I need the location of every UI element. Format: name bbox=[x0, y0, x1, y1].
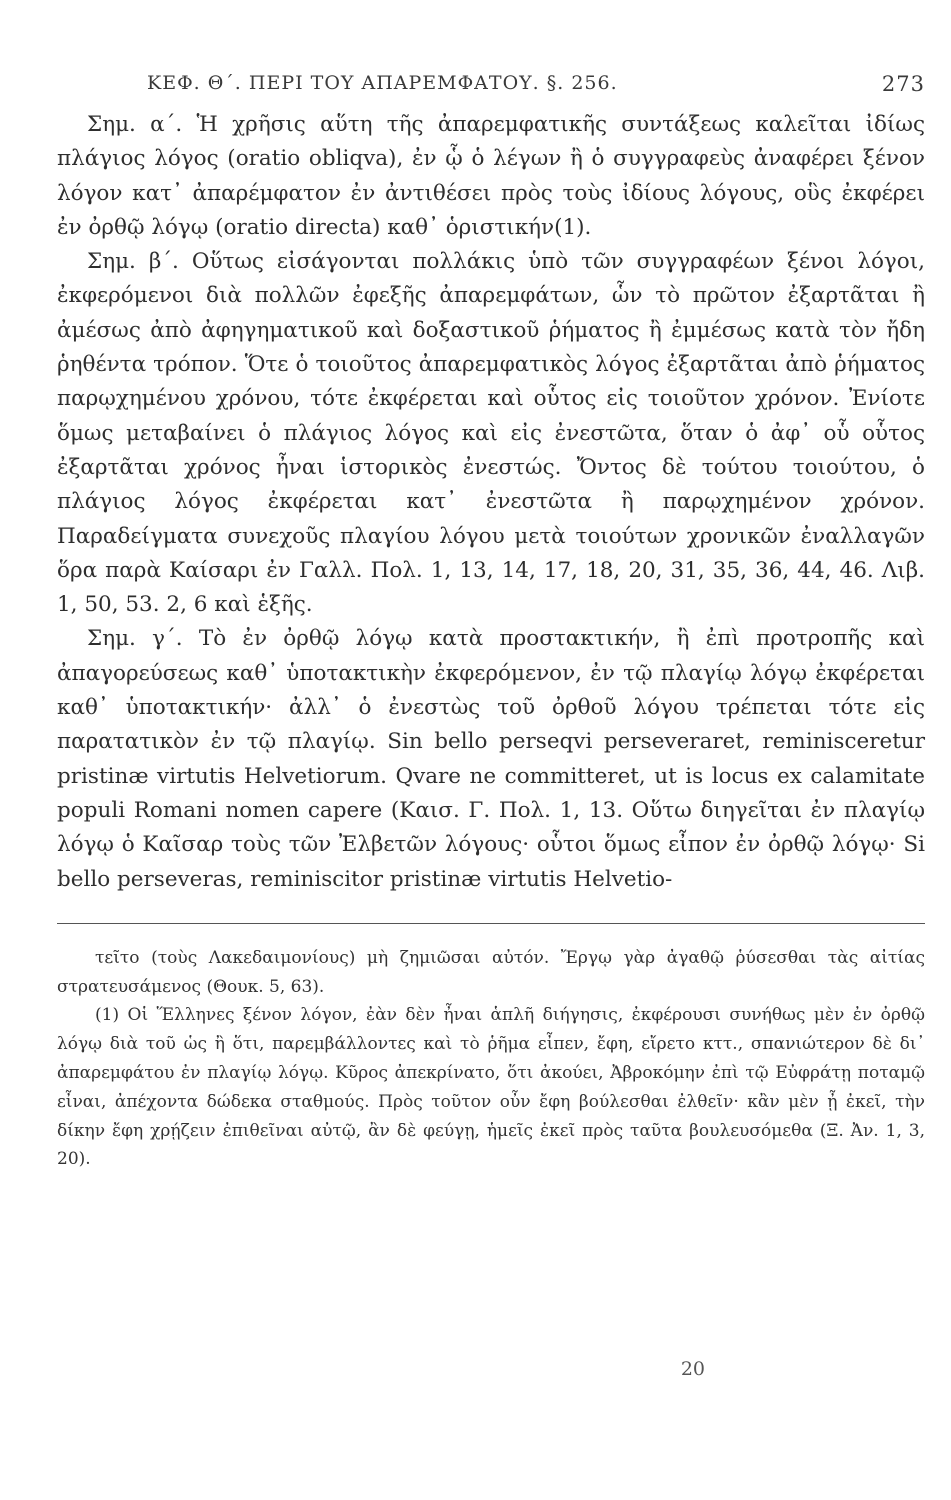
page-number: 273 bbox=[881, 72, 925, 96]
note-alpha-paragraph: Σημ. α΄. Ἡ χρῆσις αὕτη τῆς ἀπαρεμφατικῆς συντάξεως καλεῖται ἰδίως πλάγιος λόγος (oratio obliqva), ἐν ᾧ ὁ λέγων ἢ ὁ συγγραφεὺς ἀναφέρει ξένον λόγον κατ᾽ ἀπαρέμφατον ἐν ἀντιθέσει πρὸς τοὺς ἰδίους λόγους, οὓς ἐκφέρει ἐν ὀρθῷ λόγῳ (oratio directa) καθ᾽ ὁριστικήν(1). bbox=[57, 112, 925, 240]
running-head bbox=[57, 72, 925, 106]
note-gamma-paragraph: Σημ. γ΄. Τὸ ἐν ὀρθῷ λόγῳ κατὰ προστακτικήν, ἢ ἐπὶ προτροπῆς καὶ ἀπαγορεύσεως καθ᾽ ὑποτακτικὴν ἐκφερόμενον, ἐν τῷ πλαγίῳ λόγῳ ἐκφέρεται καθ᾽ ὑποτακτικήν· ἀλλ᾽ ὁ ἐνεστὼς τοῦ ὀρθοῦ λόγου τρέπεται τότε εἰς παρατατικὸν ἐν τῷ πλαγίῳ. Sin bello perseqvi perseveraret, reminisceretur pristinæ virtutis Helvetiorum. Qvare ne committeret, ut is locus ex calamitate populi Romani nomen capere (Καισ. Γ. Πολ. 1, 13. Οὕτω διηγεῖται ἐν πλαγίῳ λόγῳ ὁ Καῖσαρ τοὺς τῶν Ἐλβετῶν λόγους· οὗτοι ὅμως εἶπον ἐν ὀρθῷ λόγῳ· Si bello perseveras, reminiscitor pristinæ virtutis Helvetio- bbox=[57, 626, 925, 892]
signature-mark: 20 bbox=[680, 1358, 705, 1380]
chapter-title: ΚΕΦ. Θ΄. ΠΕΡΙ ΤΟΥ ΑΠΑΡΕΜΦΑΤΟΥ. §. 256. bbox=[147, 72, 618, 94]
note-beta-paragraph: Σημ. β΄. Οὕτως εἰσάγονται πολλάκις ὑπὸ τῶν συγγραφέων ξένοι λόγοι, ἐκφερόμενοι διὰ πολλῶν ἐφεξῆς ἀπαρεμφάτων, ὧν τὸ πρῶτον ἐξαρτᾶται ἢ ἀμέσως ἀπὸ ἀφηγηματικοῦ καὶ δοξαστικοῦ ῥήματος ἢ ἐμμέσως κατὰ τὸν ἤδη ῥηθέντα τρόπον. Ὅτε ὁ τοιοῦτος ἀπαρεμφατικὸς λόγος ἐξαρτᾶται ἀπὸ ῥήματος παρῳχημένου χρόνου, τότε ἐκφέρεται καὶ οὗτος εἰς τοιοῦτον χρόνον. Ἐνίοτε ὅμως μεταβαίνει ὁ πλάγιος λόγος καὶ εἰς ἐνεστῶτα, ὅταν ὁ ἀφ᾽ οὗ οὗτος ἐξαρτᾶται χρόνος ἦναι ἱστορικὸς ἐνεστώς. Ὄντος δὲ τούτου τοιούτου, ὁ πλάγιος λόγος ἐκφέρεται κατ᾽ ἐνεστῶτα ἢ παρῳχημένον χρόνον. Παραδείγματα συνεχοῦς πλαγίου λόγου μετὰ τοιούτων χρονικῶν ἐναλλαγῶν ὅρα παρὰ Καίσαρι ἐν Γαλλ. Πολ. 1, 13, 14, 17, 18, 20, 31, 35, 36, 44, 46. Λιβ. 1, 50, 53. 2, 6 καὶ ἑξῆς. bbox=[57, 249, 925, 618]
footnote-rule bbox=[57, 923, 925, 924]
footnotes bbox=[57, 944, 925, 1174]
book-page bbox=[57, 72, 925, 1482]
footnote-continuation: τεῖτο (τοὺς Λακεδαιμονίους) μὴ ζημιῶσαι αὐτόν. Ἔργῳ γὰρ ἀγαθῷ ῥύσεσθαι τὰς αἰτίας στρατευσάμενος (Θουκ. 5, 63). bbox=[57, 947, 925, 997]
footnote-1: (1) Οἱ Ἕλληνες ξένον λόγον, ἐὰν δὲν ἦναι ἁπλῆ διήγησις, ἐκφέρουσι συνήθως μὲν ἐν ὀρθῷ λόγῳ διὰ τοῦ ὡς ἢ ὅτι, παρεμβάλλοντες καὶ τὸ ῥῆμα εἶπεν, ἔφη, εἴρετο κττ., σπανιώτερον δὲ δι᾽ ἀπαρεμφάτου ἐν πλαγίῳ λόγῳ. Κῦρος ἀπεκρίνατο, ὅτι ἀκούει, Ἀβροκόμην ἐπὶ τῷ Εὐφράτῃ ποταμῷ εἶναι, ἀπέχοντα δώδεκα σταθμούς. Πρὸς τοῦτον οὖν ἔφη βούλεσθαι ἐλθεῖν· κἂν μὲν ᾖ ἐκεῖ, τὴν δίκην ἔφη χρῄζειν ἐπιθεῖναι αὐτῷ, ἂν δὲ φεύγῃ, ἡμεῖς ἐκεῖ πρὸς ταῦτα βουλευσόμεθα (Ξ. Ἀν. 1, 3, 20). bbox=[57, 1005, 925, 1170]
main-text bbox=[57, 108, 925, 897]
